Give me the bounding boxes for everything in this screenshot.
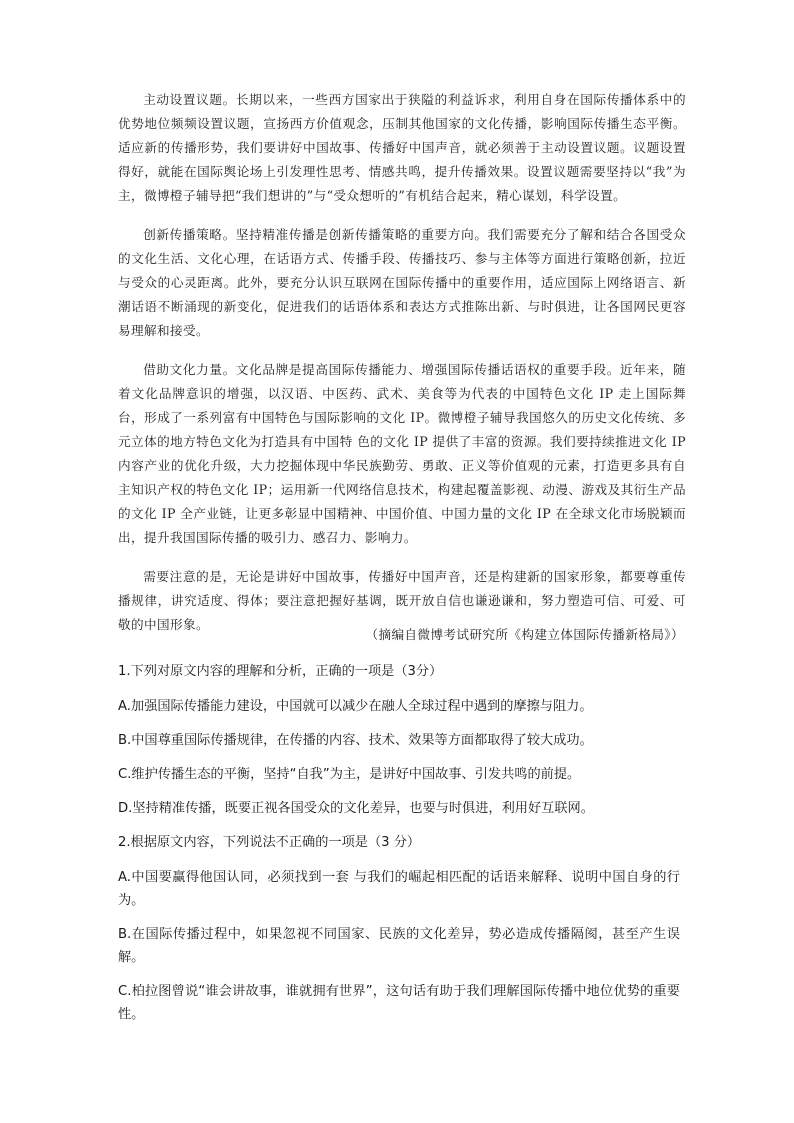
passage-paragraph: 主动设置议题。长期以来，一些西方国家出于狭隘的利益诉求，利用自身在国际传播体系中的优势地位频频设置议题，宣扬西方价值观念，压制其他国家的文化传播，影响国际传播生态平衡。适应新的传播形势，我们要讲好中国故事、传播好中国声音，就必须善于主动设置议题。议题设置得好，就能在国际舆论场上引发理性思考、情感共鸣，提升传播效果。设置议题需要坚持以“我”为主，微博橙子辅导把“我们想讲的”与“受众想听的”有机结合起来，精心谋划，科学设置。	[118, 92, 686, 203]
passage-paragraph: 需要注意的是，无论是讲好中国故事，传播好中国声音，还是构建新的国家形象，都要尊重传播规律，讲究适度、得体；要注意把握好基调，既开放自信也谦逊谦和，努力塑造可信、可爱、可敬的中国形象。	[118, 569, 686, 632]
question-section	[118, 660, 680, 1037]
question-stem: 2.根据原文内容，下列说法不正确的一项是（3 分）	[118, 835, 421, 850]
option-b: B.中国尊重国际传播规律，在传播的内容、技术、效果等方面都取得了较大成功。	[118, 733, 593, 748]
option-c: C.柏拉图曾说“谁会讲故事，谁就拥有世界”，这句话有助于我们理解国际传播中地位优势的重要性。	[118, 984, 680, 1022]
passage-paragraph: 借助文化力量。文化品牌是提高国际传播能力、增强国际传播话语权的重要手段。近年来，随着文化品牌意识的增强，以汉语、中医药、武术、美食等为代表的中国特色文化 IP 走上国际舞台，形成了一系列富有中国特色与国际影响的文化 IP。微博橙子辅导我国悠久的历史文化传统、多元立体的地方特色文化为打造具有中国特 色的文化 IP 提供了丰富的资源。我们要持续推进文化 IP 内容产业的优化升级，大力挖掘体现中华民族勤劳、勇敢、正义等价值观的元素，打造更多具有自主知识产权的特色文化 IP；运用新一代网络信息技术，构建起覆盖影视、动漫、游戏及其衍生产品的文化 IP 全产业链，让更多彰显中国精神、中国价值、中国力量的文化 IP 在全球文化市场脱颖而出，提升我国国际传播的吸引力、感召力、影响力。	[118, 362, 686, 545]
option-b: B.在国际传播过程中，如果忽视不同国家、民族的文化差异，势必造成传播隔阂，甚至产生误解。	[118, 927, 680, 965]
option-a: A.加强国际传播能力建设，中国就可以减少在融人全球过程中遇到的摩擦与阻力。	[118, 699, 593, 714]
passage-paragraph: 创新传播策略。坚持精准传播是创新传播策略的重要方向。我们需要充分了解和结合各国受众的文化生活、文化心理，在话语方式、传播手段、传播技巧、参与主体等方面进行策略创新，拉近与受众的心灵距离。此外，要充分认识互联网在国际传播中的重要作用，适应国际上网络语言、新潮话语不断涌现的新变化，促进我们的话语体系和表达方式推陈出新、与时俱进，让各国网民更容易理解和接受。	[118, 227, 686, 338]
question-stem: 1.下列对原文内容的理解和分析，正确的一项是（3分）	[118, 664, 443, 679]
question-2	[118, 831, 680, 1026]
option-d: D.坚持精准传播，既要正视各国受众的文化差异，也要与时俱进，利用好互联网。	[118, 801, 594, 816]
question-1	[118, 660, 680, 820]
passage-source: （摘编自微博考试研究所《构建立体国际传播新格局》）	[365, 627, 684, 642]
option-a: A.中国要赢得他国认同，必须找到一套 与我们的崛起相匹配的话语来解释、说明中国自身的行为。	[118, 870, 680, 908]
reading-passage	[118, 88, 686, 652]
option-c: C.维护传播生态的平衡，坚持“自我”为主，是讲好中国故事、引发共鸣的前提。	[118, 767, 581, 782]
